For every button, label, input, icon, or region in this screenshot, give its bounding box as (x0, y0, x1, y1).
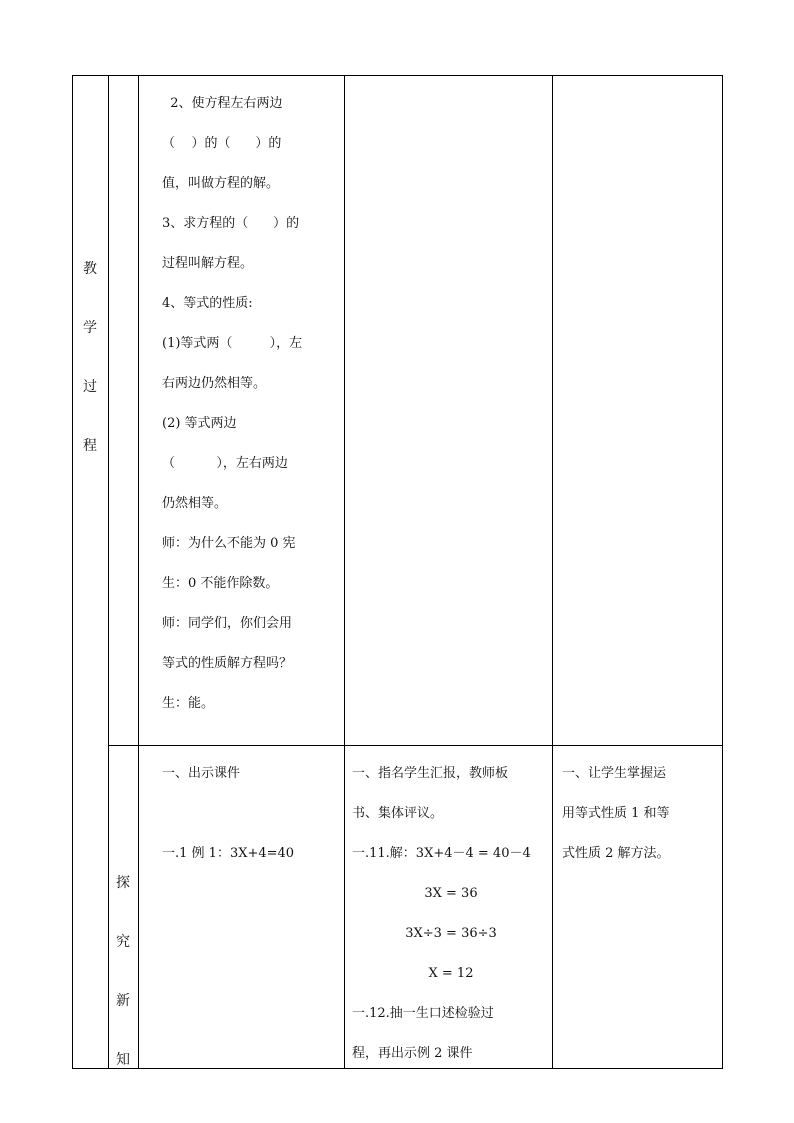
review-content-cell (162, 84, 342, 724)
content-line: 用等式性质 1 和等 (562, 806, 670, 821)
section-label-char: 探 (116, 875, 130, 891)
equation-line: 3X = 36 (424, 886, 478, 901)
content-line: 值，叫做方程的解。 (162, 176, 280, 191)
section-label-char: 学 (83, 320, 97, 336)
equation-line: X = 12 (428, 966, 474, 981)
content-line: 右两边仍然相等。 (162, 376, 267, 391)
table-top-border (72, 75, 723, 76)
section-label-teaching-process (72, 240, 108, 476)
section-label-explore-new-knowledge (108, 854, 138, 1090)
content-line: 程，再出示例 2 课件 (352, 1046, 473, 1061)
table-left-border (72, 75, 73, 1069)
content-line: 师：同学们，你们会用 (162, 616, 293, 631)
content-line: 一.12.抽一生口述检验过 (352, 1006, 494, 1021)
content-line: 书、集体评议。 (352, 806, 444, 821)
content-line: 生：能。 (162, 696, 215, 711)
content-line: 式性质 2 解方法。 (562, 846, 670, 861)
table-right-border (722, 75, 723, 1069)
section-label-char: 新 (116, 993, 130, 1009)
section-label-char: 过 (83, 379, 97, 395)
content-line (162, 794, 342, 834)
content-line: 师：为什么不能为 0 宪 (162, 536, 296, 551)
content-line: 3、求方程的（ ）的 (162, 216, 300, 231)
courseware-cell (162, 754, 342, 874)
content-line: (2) 等式两边 (162, 416, 237, 431)
content-line: （ ），左右两边 (162, 456, 288, 471)
section-label-char: 知 (116, 1052, 130, 1068)
content-line: 4、等式的性质: (162, 296, 253, 311)
row-divider (108, 745, 723, 746)
content-line: （ ）的（ ）的 (162, 136, 282, 151)
content-line: 仍然相等。 (162, 496, 228, 511)
content-line: 过程叫解方程。 (162, 256, 254, 271)
column-divider (344, 75, 345, 1069)
content-line: 一、出示课件 (162, 766, 241, 781)
section-label-char: 程 (83, 438, 97, 454)
section-label-char: 究 (116, 934, 130, 950)
design-intent-cell (562, 754, 720, 874)
content-line: 一、让学生掌握运 (562, 766, 667, 781)
student-activity-cell (352, 754, 550, 1074)
content-line: 等式的性质解方程吗？ (162, 656, 293, 671)
content-line: 一、指名学生汇报，教师板 (352, 766, 509, 781)
column-divider (138, 75, 139, 1069)
equation-line: 3X÷3 = 36÷3 (405, 926, 497, 941)
content-line: 2、使方程左右两边 (162, 96, 283, 111)
column-divider (552, 75, 553, 1069)
section-label-char: 教 (83, 261, 97, 277)
content-line: 一.11.解：3X+4－4 = 40－4 (352, 846, 531, 861)
content-line: (1)等式两（ ），左 (162, 336, 303, 351)
content-line: 生：0 不能作除数。 (162, 576, 279, 591)
content-line: 一.1 例 1：3X+4=40 (162, 846, 295, 861)
